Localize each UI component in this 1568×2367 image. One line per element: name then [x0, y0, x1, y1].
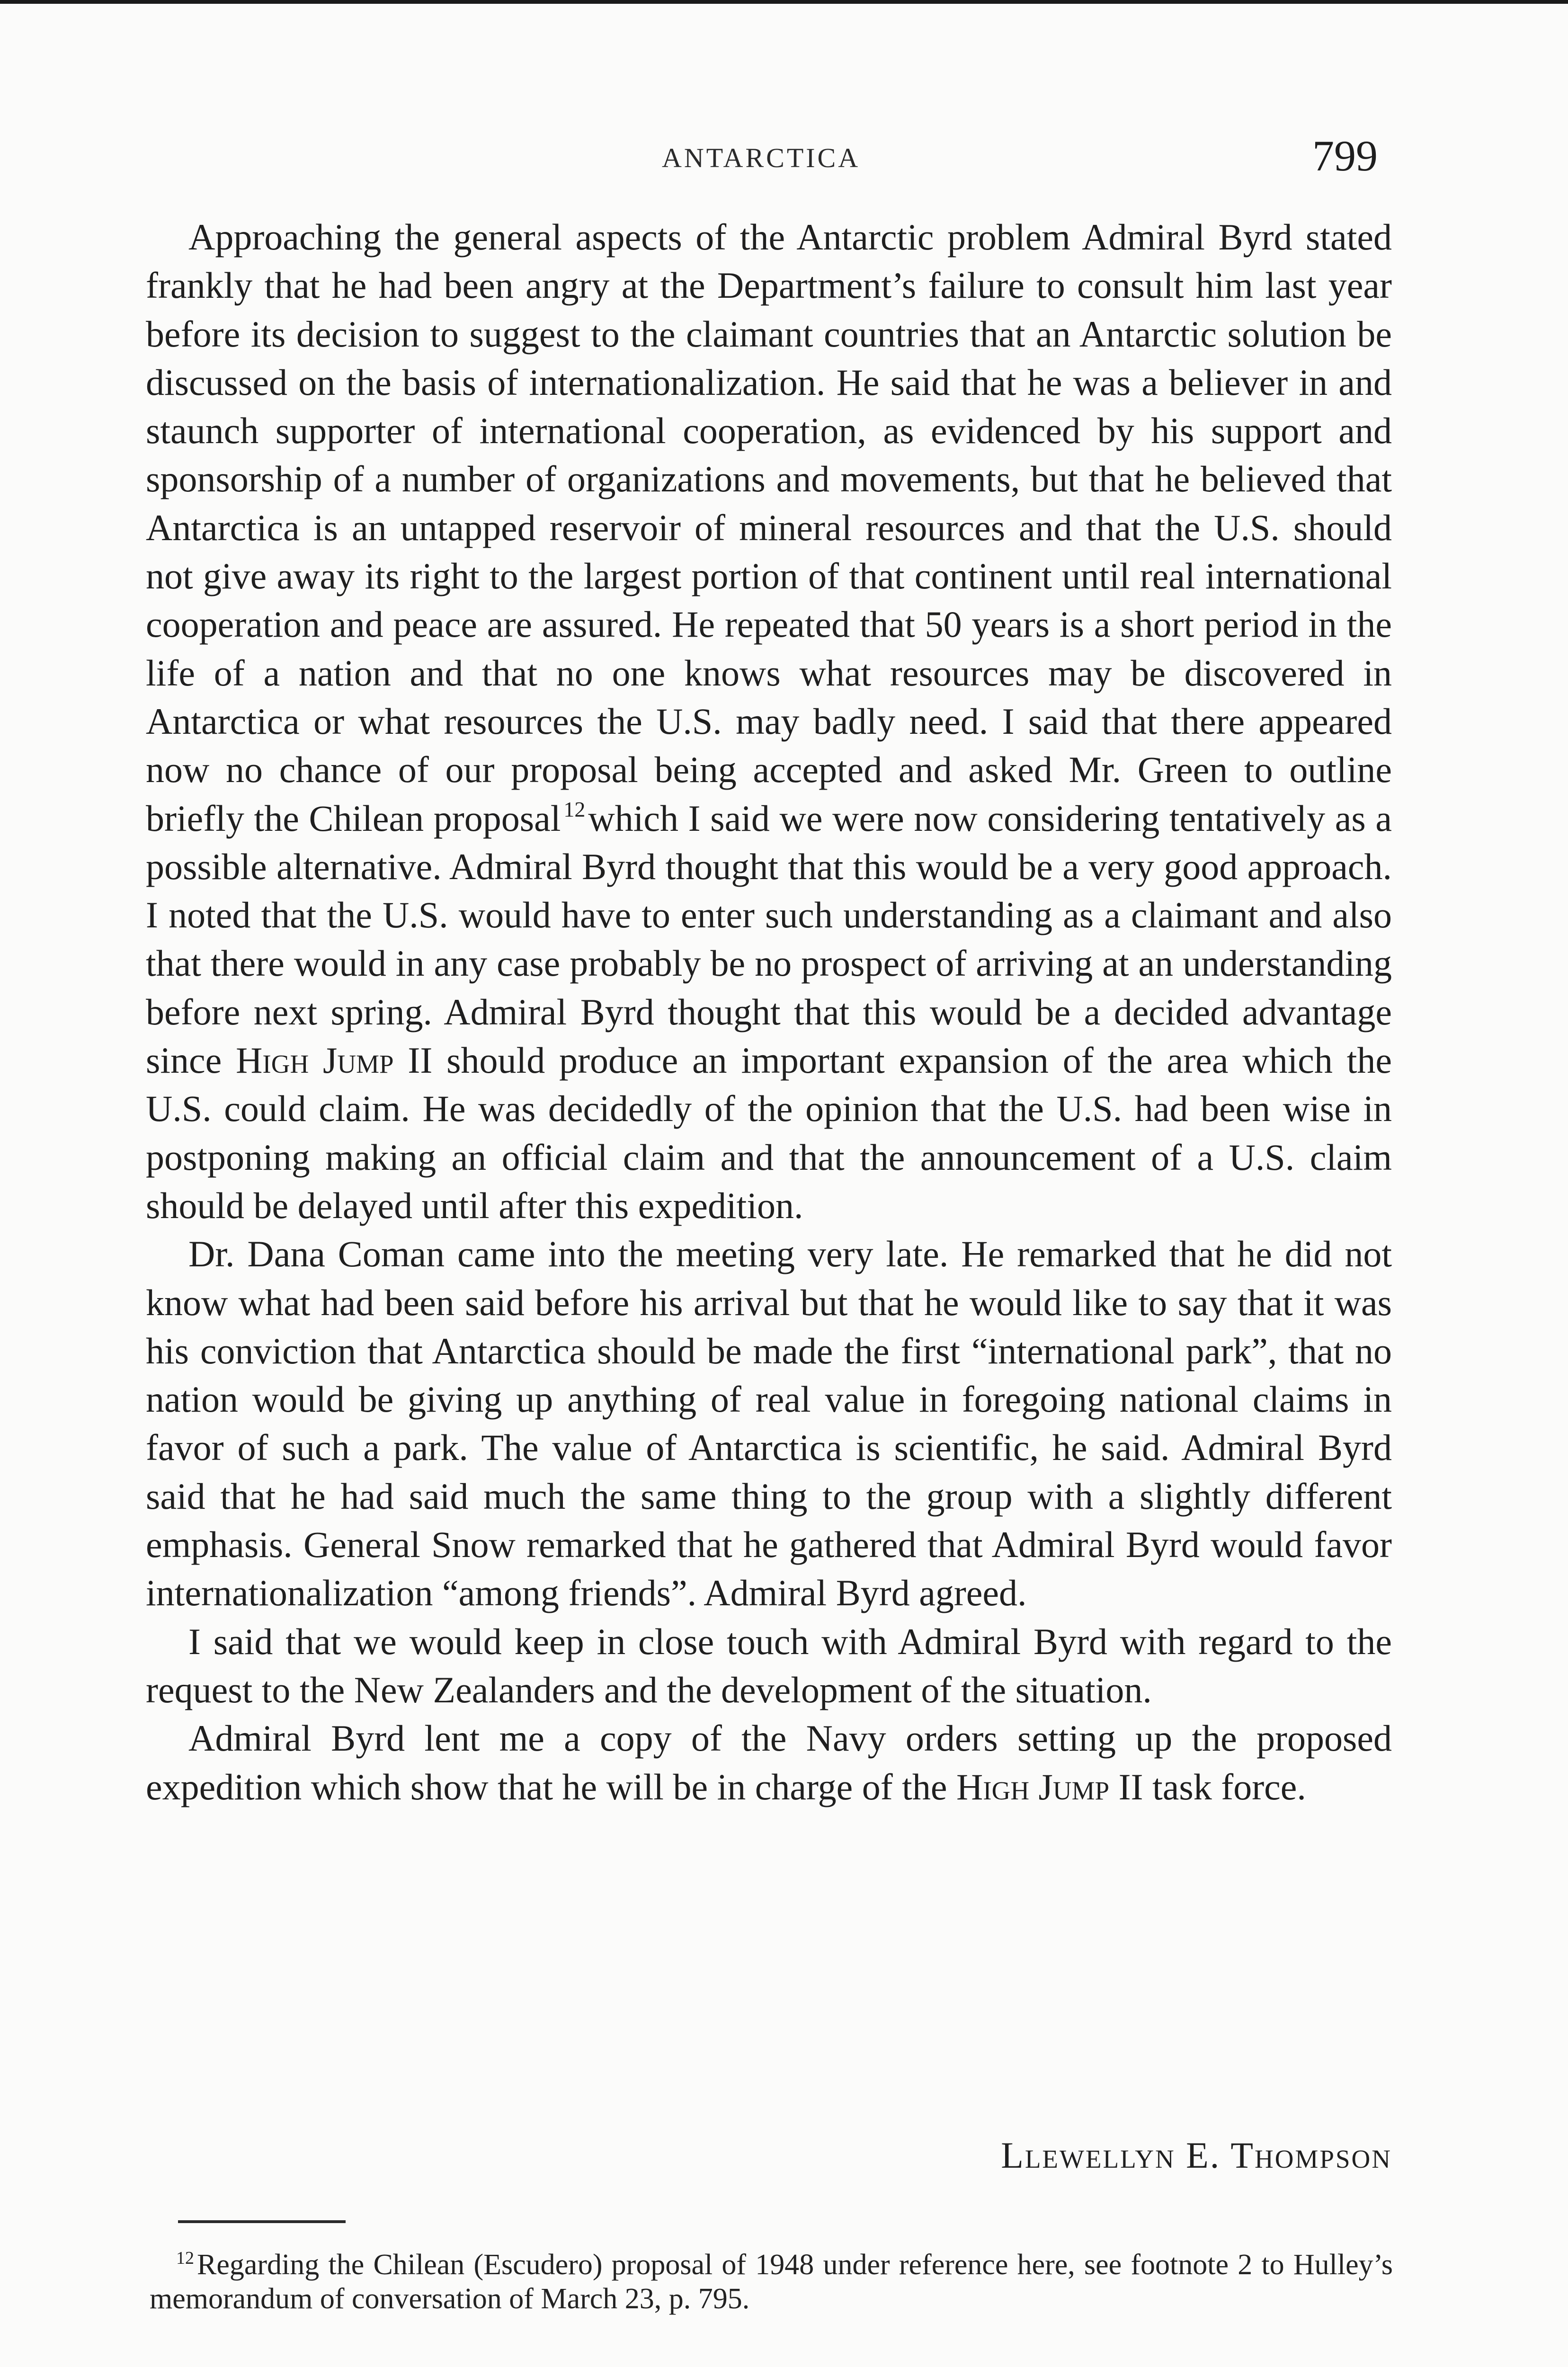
footnote-reference-12: 12 — [563, 797, 586, 821]
footnote-marker: 12 — [176, 2248, 194, 2268]
operation-name-high-jump: High Jump — [236, 1040, 394, 1081]
page-number: 799 — [1312, 132, 1378, 180]
paragraph-1-text-c: II should produce an important expansion of the area which the U.S. could claim. He was decidedly of the opinion that the U.S. had been wise in postponing making an official claim and that the announcement of a U.S. claim should be delayed until after this expedition. — [146, 1040, 1392, 1226]
paragraph-1-text-a: Approaching the general aspects of the Antarctic problem Admiral Byrd stated frankly that he had been angry at the Department’s failure to consult him last year before its decision to suggest to the claimant countries that an Antarctic solution be discussed on the basis of internationalization. He said that he was a believer in and staunch supporter of international cooperation, as evidenced by his support and sponsorship of a number of organizations and movements, but that he believed that Antarctica is an untapped reservoir of mineral resources and that the U.S. should not give away its right to the largest portion of that continent until real international cooperation and peace are assured. He repeated that 50 years is a short period in the life of a nation and that no one knows what resources may be discovered in Antarctica or what resources the U.S. may badly need. I said that there appeared now no chance of our proposal being accepted and asked Mr. Green to outline briefly the Chilean proposal — [146, 216, 1392, 839]
running-title: ANTARCTICA — [662, 142, 861, 173]
paragraph-3: I said that we would keep in close touch with Admiral Byrd with regard to the request to the New Zealanders and the development of the situation. — [146, 1620, 1392, 1710]
paragraph-2: Dr. Dana Coman came into the meeting very late. He remarked that he did not know what had been said before his arrival but that he would like to say that it was his conviction that Antarctica should be made the first “international park”, that no nation would be giving up anything of real value in foregoing national claims in favor of such a park. The value of Antarctica is scientific, he said. Admiral Byrd said that he had said much the same thing to the group with a slightly different emphasis. General Snow remarked that he gathered that Admiral Byrd would favor internationalization “among friends”. Admiral Byrd agreed. — [146, 1233, 1392, 1614]
paragraph-4-text-a: Admiral Byrd lent me a copy of the Navy orders setting up the proposed expedition which show that he will be in charge of the — [146, 1717, 1392, 1807]
body-text — [146, 213, 1392, 1811]
paragraph-1-text-b: which I said we were now considering tentatively as a possible alternative. Admiral Byrd thought that this would be a very good approach. I noted that the U.S. would have to enter such understanding as a claimant and also that there would in any case probably be no prospect of arriving at an understanding before next spring. Admiral Byrd thought that this would be a decided advantage since — [146, 797, 1392, 1081]
paragraph-4-text-b: II task force. — [1118, 1766, 1306, 1807]
scan-top-edge — [0, 0, 1568, 4]
signature-name: Llewellyn E. Thompson — [1001, 2135, 1392, 2176]
paragraph-4 — [146, 1714, 1392, 1811]
operation-name-high-jump-2: High Jump — [956, 1766, 1110, 1807]
paragraph-1 — [146, 213, 1392, 1230]
footnote-12 — [150, 2248, 1393, 2316]
footnote-divider — [178, 2220, 346, 2223]
footnote — [150, 2248, 1393, 2316]
footnote-text: Regarding the Chilean (Escudero) proposal of 1948 under reference here, see footnote 2 to Hulley’s memorandum of conversation of March 23, p. 795. — [150, 2249, 1393, 2315]
